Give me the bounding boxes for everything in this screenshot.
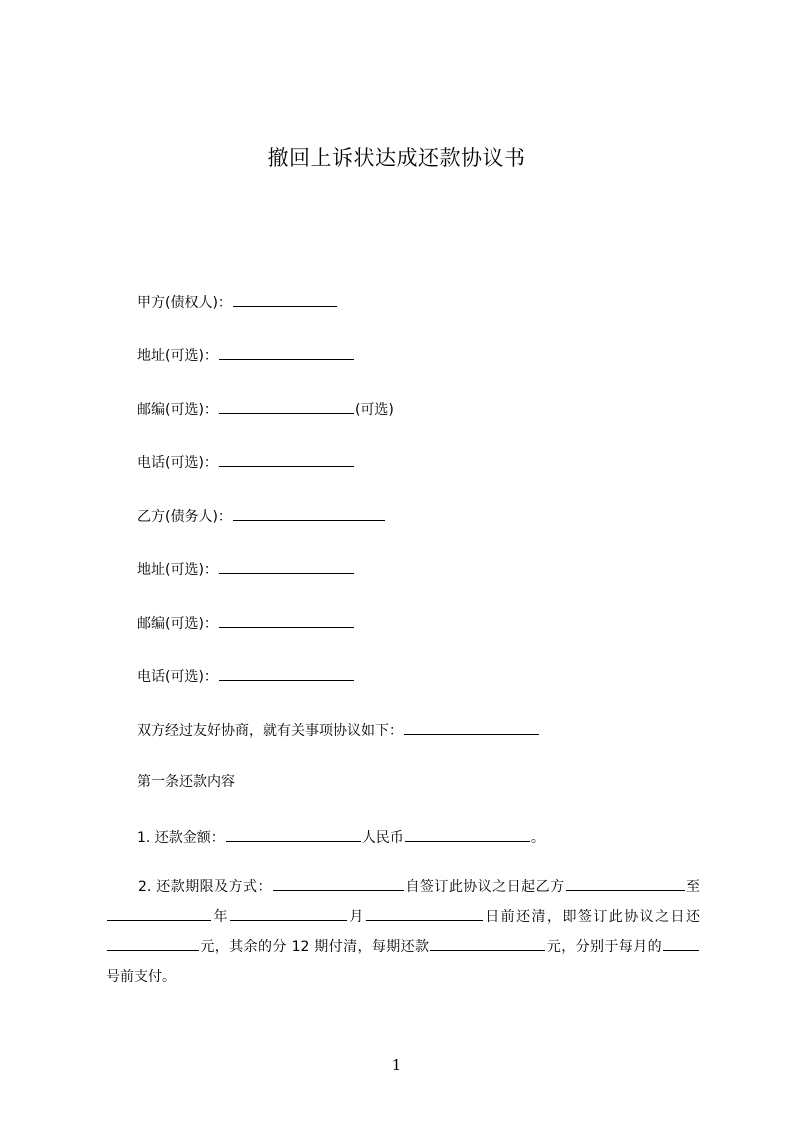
item2-text-1: 自签订此协议之日起乙方 <box>404 879 565 895</box>
party-b-postcode-label: 邮编(可选)： <box>137 616 218 632</box>
party-b-label: 乙方(债务人)： <box>137 509 232 525</box>
party-b-address-label: 地址(可选)： <box>137 562 218 578</box>
party-a-phone-blank[interactable] <box>219 451 354 467</box>
repay-amount-blank[interactable] <box>226 826 361 842</box>
repay-terms-blank[interactable] <box>273 875 404 891</box>
party-b-name-blank[interactable] <box>233 505 385 521</box>
party-a-address-blank[interactable] <box>219 344 354 360</box>
installment-amount-blank[interactable] <box>430 935 545 951</box>
party-a-phone-line <box>137 451 355 473</box>
party-a-line <box>137 291 338 313</box>
item1-label: 1. 还款金额： <box>137 830 225 846</box>
intro-line <box>137 719 540 741</box>
party-b-phone-line <box>137 665 355 687</box>
party-a-postcode-suffix: (可选) <box>354 402 394 418</box>
document-title: 撤回上诉状达成还款协议书 <box>267 146 526 170</box>
party-a-name-blank[interactable] <box>233 291 337 307</box>
party-a-postcode-blank[interactable] <box>219 398 354 414</box>
month-blank[interactable] <box>230 905 347 921</box>
article1-item1 <box>137 826 545 848</box>
party-b-address-blank[interactable] <box>219 558 354 574</box>
party-b-line <box>137 505 386 527</box>
item1-end: 。 <box>530 830 545 846</box>
item2-text-5: 日前还清，即签订此协议之日还 <box>483 909 701 925</box>
article1-heading: 第一条还款内容 <box>137 774 235 790</box>
item2-text-3: 年 <box>212 909 229 925</box>
party-b-postcode-blank[interactable] <box>219 612 354 628</box>
article1-item2 <box>106 872 700 992</box>
party-a-postcode-line <box>137 398 394 420</box>
party-a-postcode-label: 邮编(可选)： <box>137 402 218 418</box>
payment-day-blank[interactable] <box>663 935 699 951</box>
item1-currency: 人民币 <box>361 830 404 846</box>
party-b-phone-label: 电话(可选)： <box>137 669 218 685</box>
item2-text-7: 元，分别于每月的 <box>546 939 662 955</box>
party-a-label: 甲方(债权人)： <box>137 295 232 311</box>
repay-amount-rmb-blank[interactable] <box>405 826 530 842</box>
party-b-phone-blank[interactable] <box>219 665 354 681</box>
item2-text-2: 至 <box>685 879 701 895</box>
item2-text-8: 号前支付。 <box>106 969 176 985</box>
party-a-address-line <box>137 344 355 366</box>
item2-text-4: 月 <box>347 909 365 925</box>
party-a-address-label: 地址(可选)： <box>137 348 218 364</box>
day-blank[interactable] <box>366 905 483 921</box>
intro-blank[interactable] <box>404 719 539 735</box>
year-blank[interactable] <box>107 905 211 921</box>
page-number: 1 <box>391 1056 402 1074</box>
period-start-blank[interactable] <box>566 875 685 891</box>
intro-text: 双方经过友好协商，就有关事项协议如下： <box>137 723 403 739</box>
item2-text-6: 元，其余的分 12 期付清，每期还款 <box>200 939 430 955</box>
party-a-phone-label: 电话(可选)： <box>137 455 218 471</box>
item2-label: 2. 还款期限及方式： <box>138 879 272 895</box>
first-payment-blank[interactable] <box>107 935 199 951</box>
party-b-address-line <box>137 558 355 580</box>
party-b-postcode-line <box>137 612 355 634</box>
